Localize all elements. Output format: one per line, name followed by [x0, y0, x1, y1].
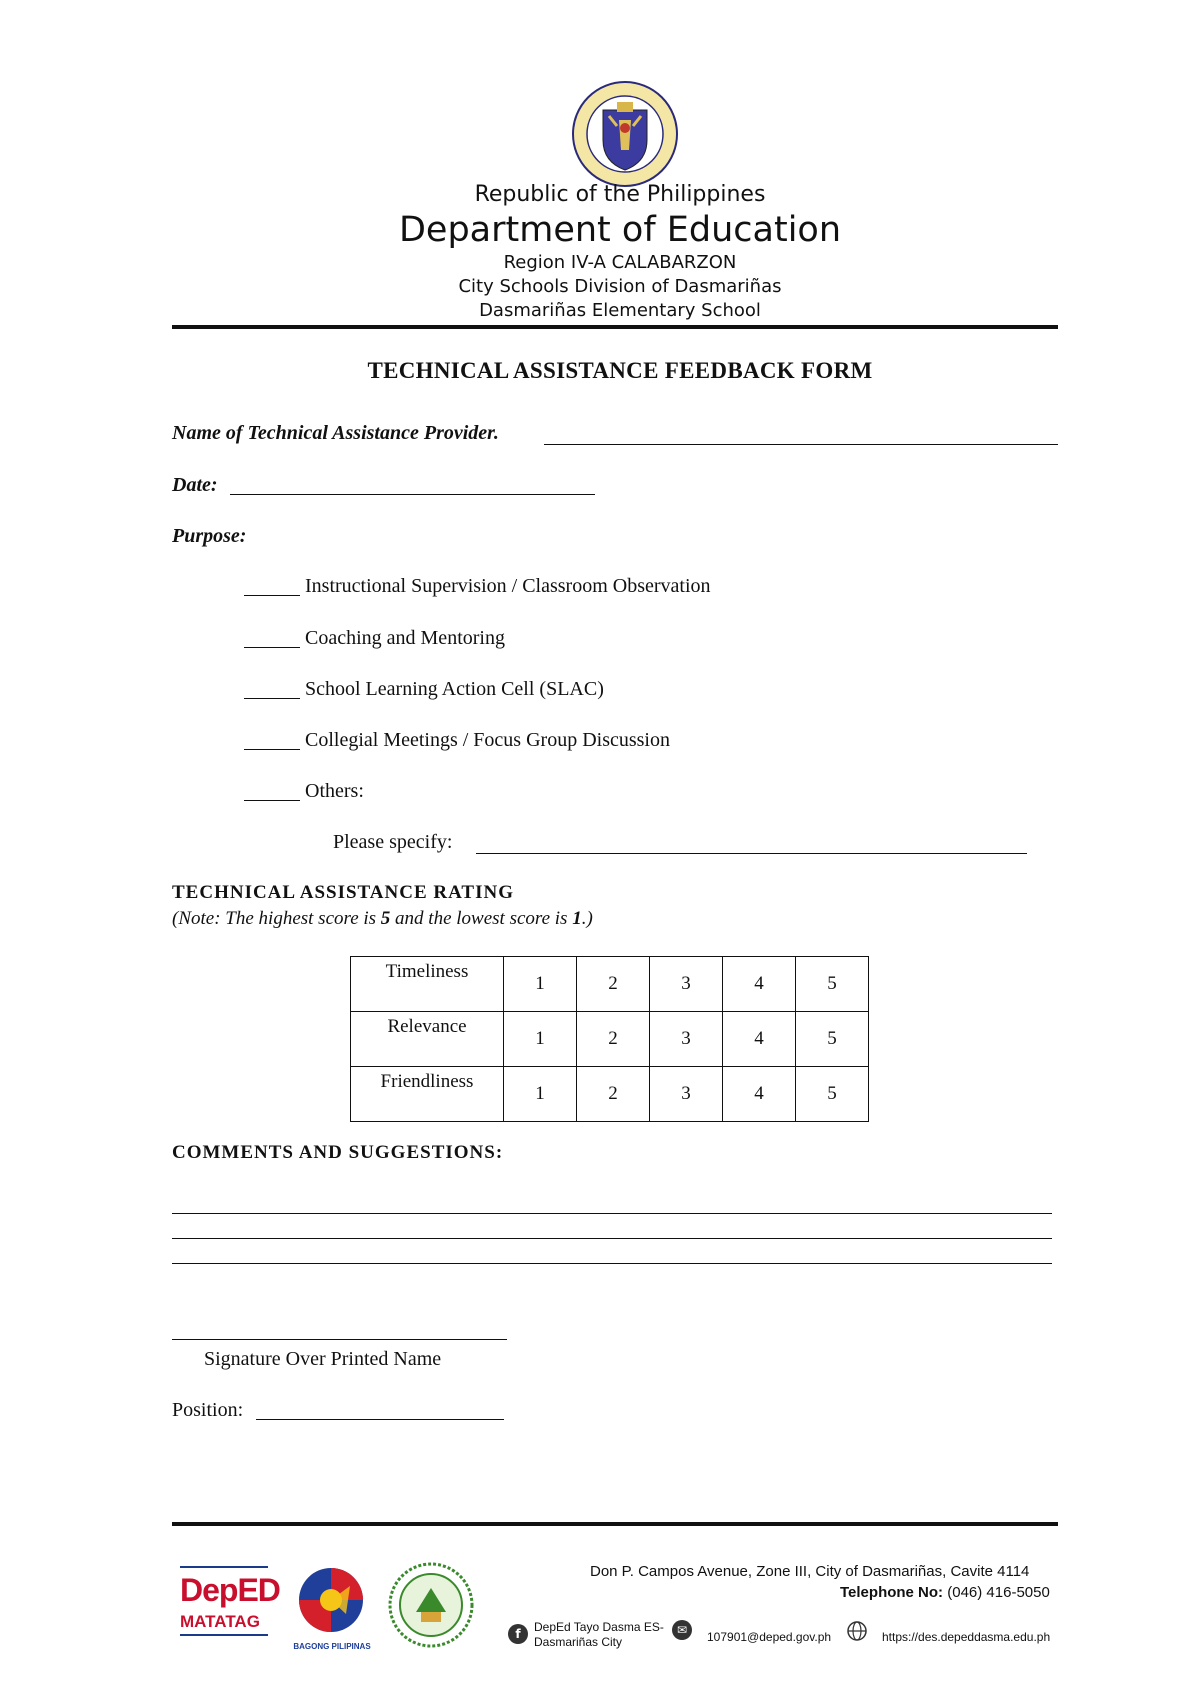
- table-row: [351, 957, 869, 1012]
- score-option[interactable]: 4: [723, 957, 796, 1012]
- comment-line[interactable]: [172, 1263, 1052, 1264]
- rating-note: (Note: The highest score is 5 and the lowest score is 1.): [172, 908, 593, 929]
- date-label: Date:: [172, 474, 218, 496]
- purpose-label: Purpose:: [172, 525, 247, 547]
- rating-heading: TECHNICAL ASSISTANCE RATING: [172, 882, 514, 903]
- score-option[interactable]: 2: [577, 1067, 650, 1122]
- rating-table: [350, 956, 869, 1122]
- header-divider: [172, 325, 1058, 329]
- telephone-line: Telephone No: (046) 416-5050: [840, 1584, 1050, 1601]
- score-option[interactable]: 4: [723, 1012, 796, 1067]
- footer-divider: [172, 1522, 1058, 1526]
- matatag-logo: MATATAG: [180, 1612, 260, 1631]
- score-option[interactable]: 3: [650, 1067, 723, 1122]
- score-option[interactable]: 1: [504, 1067, 577, 1122]
- score-option[interactable]: 4: [723, 1067, 796, 1122]
- position-label: Position:: [172, 1399, 244, 1421]
- purpose-check-line[interactable]: [244, 647, 300, 648]
- republic-heading: Republic of the Philippines: [474, 182, 766, 207]
- email-address[interactable]: 107901@deped.gov.ph: [707, 1630, 832, 1644]
- deped-logo: DepED: [180, 1572, 280, 1608]
- bagong-pilipinas-label: BAGONG PILIPINAS: [293, 1642, 371, 1651]
- score-option[interactable]: 2: [577, 1012, 650, 1067]
- score-option[interactable]: 2: [577, 957, 650, 1012]
- table-row: [351, 1067, 869, 1122]
- position-field-line[interactable]: [256, 1419, 504, 1420]
- form-title: TECHNICAL ASSISTANCE FEEDBACK FORM: [367, 358, 873, 383]
- score-option[interactable]: 1: [504, 1012, 577, 1067]
- criterion-cell: Timeliness: [351, 957, 504, 1012]
- comment-line[interactable]: [172, 1238, 1052, 1239]
- email-icon[interactable]: ✉: [672, 1620, 692, 1640]
- specify-label: Please specify:: [333, 831, 453, 853]
- signature-line[interactable]: [172, 1339, 507, 1340]
- deped-logo-rule: [180, 1566, 268, 1568]
- score-option[interactable]: 3: [650, 957, 723, 1012]
- division-text: City Schools Division of Dasmariñas: [458, 276, 782, 297]
- criterion-cell: Friendliness: [351, 1067, 504, 1122]
- comments-heading: COMMENTS AND SUGGESTIONS:: [172, 1142, 504, 1163]
- signature-label: Signature Over Printed Name: [204, 1348, 442, 1370]
- school-seal-logo: [388, 1562, 474, 1648]
- purpose-option-slac: School Learning Action Cell (SLAC): [305, 678, 604, 700]
- purpose-check-line[interactable]: [244, 595, 300, 596]
- bagong-pilipinas-logo: [290, 1566, 372, 1638]
- purpose-check-line[interactable]: [244, 698, 300, 699]
- comment-line[interactable]: [172, 1213, 1052, 1214]
- score-option[interactable]: 1: [504, 957, 577, 1012]
- score-option[interactable]: 5: [796, 1012, 869, 1067]
- purpose-option-supervision: Instructional Supervision / Classroom Observation: [305, 575, 711, 597]
- provider-label: Name of Technical Assistance Provider.: [172, 422, 499, 444]
- provider-field-line[interactable]: [544, 444, 1058, 445]
- facebook-icon[interactable]: f: [508, 1624, 528, 1644]
- department-heading: Department of Education: [398, 210, 842, 250]
- globe-icon[interactable]: [846, 1620, 868, 1642]
- purpose-check-line[interactable]: [244, 800, 300, 801]
- table-row: [351, 1012, 869, 1067]
- score-option[interactable]: 5: [796, 957, 869, 1012]
- score-option[interactable]: 5: [796, 1067, 869, 1122]
- purpose-option-others: Others:: [305, 780, 364, 802]
- deped-seal-logo: [571, 80, 679, 188]
- purpose-check-line[interactable]: [244, 749, 300, 750]
- criterion-cell: Relevance: [351, 1012, 504, 1067]
- purpose-option-coaching: Coaching and Mentoring: [305, 627, 505, 649]
- matatag-rule: [180, 1634, 268, 1636]
- date-field-line[interactable]: [230, 494, 595, 495]
- specify-field-line[interactable]: [476, 853, 1027, 854]
- region-text: Region IV-A CALABARZON: [503, 252, 737, 273]
- school-address: Don P. Campos Avenue, Zone III, City of Dasmariñas, Cavite 4114: [590, 1563, 1030, 1580]
- score-option[interactable]: 3: [650, 1012, 723, 1067]
- facebook-page[interactable]: DepEd Tayo Dasma ES- Dasmariñas City: [534, 1620, 664, 1649]
- purpose-option-collegial: Collegial Meetings / Focus Group Discussion: [305, 729, 670, 751]
- school-text: Dasmariñas Elementary School: [479, 300, 761, 321]
- website-link[interactable]: https://des.depeddasma.edu.ph: [882, 1630, 1051, 1644]
